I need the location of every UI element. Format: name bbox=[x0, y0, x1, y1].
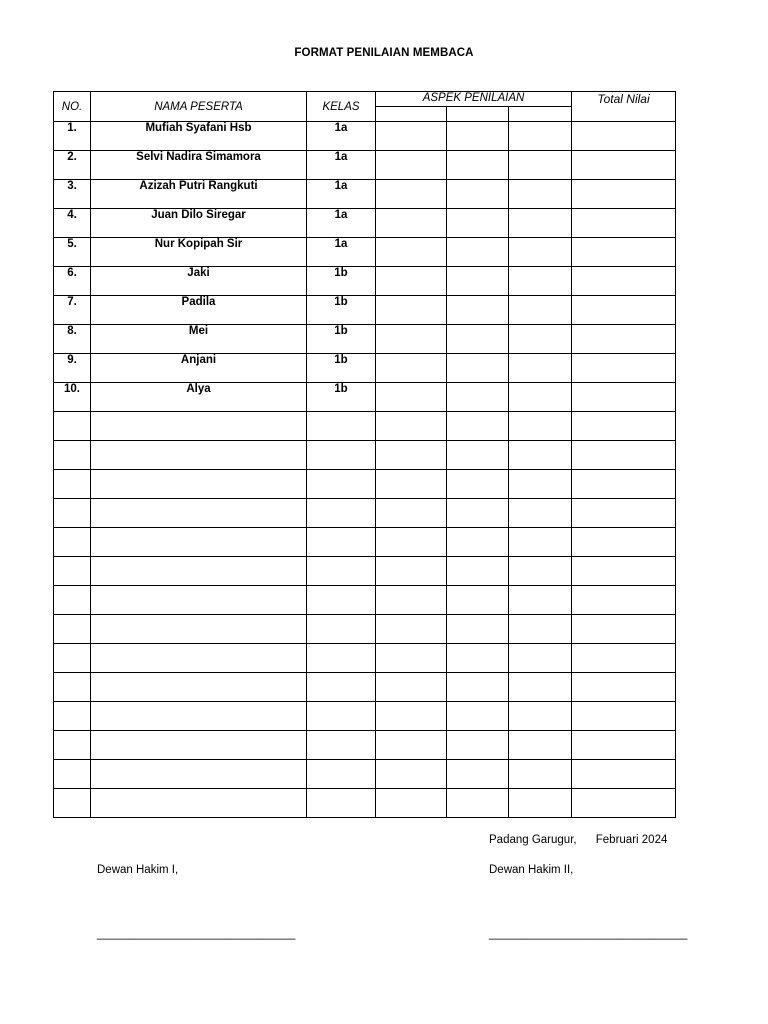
cell-aspek-3 bbox=[509, 383, 572, 412]
cell-nama-peserta bbox=[91, 557, 307, 586]
cell-aspek-1 bbox=[376, 122, 447, 151]
table-row bbox=[54, 702, 676, 731]
cell-total-nilai bbox=[572, 586, 676, 615]
cell-no bbox=[54, 673, 91, 702]
table-row bbox=[54, 383, 676, 412]
cell-aspek-3 bbox=[509, 470, 572, 499]
cell-total-nilai bbox=[572, 789, 676, 818]
header-aspek-sub-1 bbox=[376, 107, 447, 122]
cell-aspek-1 bbox=[376, 180, 447, 209]
table-row bbox=[54, 238, 676, 267]
cell-total-nilai bbox=[572, 325, 676, 354]
cell-aspek-1 bbox=[376, 238, 447, 267]
cell-aspek-3 bbox=[509, 673, 572, 702]
cell-no bbox=[54, 789, 91, 818]
cell-no: 5. bbox=[54, 238, 91, 267]
table-row bbox=[54, 615, 676, 644]
cell-aspek-2 bbox=[447, 789, 509, 818]
cell-aspek-3 bbox=[509, 296, 572, 325]
header-total-nilai: Total Nilai bbox=[572, 92, 676, 122]
cell-aspek-2 bbox=[447, 731, 509, 760]
header-nama-peserta: NAMA PESERTA bbox=[91, 92, 307, 122]
cell-aspek-1 bbox=[376, 296, 447, 325]
cell-aspek-1 bbox=[376, 209, 447, 238]
signature-line-2: _______________________________ bbox=[489, 928, 688, 940]
cell-aspek-1 bbox=[376, 760, 447, 789]
table-row bbox=[54, 441, 676, 470]
cell-aspek-1 bbox=[376, 383, 447, 412]
cell-nama-peserta: Alya bbox=[91, 383, 307, 412]
cell-aspek-2 bbox=[447, 528, 509, 557]
cell-nama-peserta: Mei bbox=[91, 325, 307, 354]
cell-total-nilai bbox=[572, 499, 676, 528]
cell-aspek-3 bbox=[509, 209, 572, 238]
cell-kelas bbox=[307, 760, 376, 789]
cell-no: 4. bbox=[54, 209, 91, 238]
cell-no bbox=[54, 499, 91, 528]
cell-aspek-3 bbox=[509, 499, 572, 528]
judge-2-label: Dewan Hakim II, bbox=[489, 864, 574, 876]
cell-aspek-3 bbox=[509, 354, 572, 383]
cell-aspek-2 bbox=[447, 122, 509, 151]
cell-no bbox=[54, 528, 91, 557]
cell-nama-peserta: Nur Kopipah Sir bbox=[91, 238, 307, 267]
cell-kelas: 1b bbox=[307, 267, 376, 296]
table-row bbox=[54, 586, 676, 615]
cell-aspek-2 bbox=[447, 238, 509, 267]
table-row bbox=[54, 354, 676, 383]
cell-aspek-2 bbox=[447, 325, 509, 354]
cell-aspek-1 bbox=[376, 528, 447, 557]
cell-total-nilai bbox=[572, 760, 676, 789]
cell-no bbox=[54, 644, 91, 673]
cell-no bbox=[54, 702, 91, 731]
cell-no: 10. bbox=[54, 383, 91, 412]
cell-kelas bbox=[307, 702, 376, 731]
cell-aspek-2 bbox=[447, 209, 509, 238]
cell-nama-peserta bbox=[91, 470, 307, 499]
cell-kelas bbox=[307, 557, 376, 586]
cell-aspek-2 bbox=[447, 586, 509, 615]
table-row bbox=[54, 151, 676, 180]
cell-aspek-3 bbox=[509, 528, 572, 557]
cell-aspek-3 bbox=[509, 180, 572, 209]
cell-kelas bbox=[307, 586, 376, 615]
cell-kelas: 1a bbox=[307, 151, 376, 180]
cell-kelas bbox=[307, 731, 376, 760]
table-row bbox=[54, 412, 676, 441]
cell-total-nilai bbox=[572, 296, 676, 325]
cell-aspek-1 bbox=[376, 325, 447, 354]
header-no: NO. bbox=[54, 92, 91, 122]
cell-aspek-2 bbox=[447, 180, 509, 209]
cell-total-nilai bbox=[572, 470, 676, 499]
cell-aspek-2 bbox=[447, 557, 509, 586]
table-row bbox=[54, 731, 676, 760]
cell-aspek-1 bbox=[376, 702, 447, 731]
cell-aspek-3 bbox=[509, 412, 572, 441]
table-row bbox=[54, 528, 676, 557]
table-row bbox=[54, 122, 676, 151]
table-row bbox=[54, 557, 676, 586]
table-row bbox=[54, 760, 676, 789]
cell-aspek-1 bbox=[376, 673, 447, 702]
cell-aspek-1 bbox=[376, 615, 447, 644]
cell-nama-peserta bbox=[91, 528, 307, 557]
cell-aspek-3 bbox=[509, 615, 572, 644]
cell-total-nilai bbox=[572, 383, 676, 412]
cell-aspek-2 bbox=[447, 151, 509, 180]
cell-nama-peserta bbox=[91, 731, 307, 760]
cell-kelas bbox=[307, 615, 376, 644]
cell-no bbox=[54, 731, 91, 760]
cell-aspek-2 bbox=[447, 644, 509, 673]
cell-aspek-1 bbox=[376, 267, 447, 296]
table-row bbox=[54, 296, 676, 325]
cell-aspek-3 bbox=[509, 122, 572, 151]
cell-no bbox=[54, 615, 91, 644]
cell-no: 3. bbox=[54, 180, 91, 209]
cell-no bbox=[54, 586, 91, 615]
cell-aspek-2 bbox=[447, 441, 509, 470]
cell-kelas: 1a bbox=[307, 209, 376, 238]
header-kelas: KELAS bbox=[307, 92, 376, 122]
cell-kelas bbox=[307, 499, 376, 528]
cell-no: 6. bbox=[54, 267, 91, 296]
cell-nama-peserta bbox=[91, 441, 307, 470]
cell-kelas bbox=[307, 789, 376, 818]
cell-total-nilai bbox=[572, 557, 676, 586]
cell-aspek-2 bbox=[447, 354, 509, 383]
cell-aspek-3 bbox=[509, 760, 572, 789]
cell-no bbox=[54, 470, 91, 499]
cell-nama-peserta bbox=[91, 789, 307, 818]
cell-total-nilai bbox=[572, 673, 676, 702]
cell-total-nilai bbox=[572, 151, 676, 180]
table-row bbox=[54, 789, 676, 818]
cell-nama-peserta: Selvi Nadira Simamora bbox=[91, 151, 307, 180]
cell-kelas: 1a bbox=[307, 238, 376, 267]
cell-nama-peserta: Padila bbox=[91, 296, 307, 325]
header-aspek-sub-3 bbox=[509, 107, 572, 122]
cell-kelas: 1b bbox=[307, 383, 376, 412]
cell-aspek-1 bbox=[376, 151, 447, 180]
cell-total-nilai bbox=[572, 209, 676, 238]
cell-nama-peserta: Anjani bbox=[91, 354, 307, 383]
cell-total-nilai bbox=[572, 731, 676, 760]
cell-total-nilai bbox=[572, 441, 676, 470]
place-date: Padang Garugur, Februari 2024 bbox=[489, 834, 668, 846]
cell-aspek-3 bbox=[509, 586, 572, 615]
cell-aspek-2 bbox=[447, 383, 509, 412]
cell-kelas bbox=[307, 470, 376, 499]
cell-no: 9. bbox=[54, 354, 91, 383]
table-row bbox=[54, 267, 676, 296]
cell-kelas: 1a bbox=[307, 180, 376, 209]
cell-aspek-3 bbox=[509, 151, 572, 180]
cell-kelas bbox=[307, 673, 376, 702]
cell-kelas: 1a bbox=[307, 122, 376, 151]
cell-aspek-1 bbox=[376, 441, 447, 470]
cell-no: 7. bbox=[54, 296, 91, 325]
table-row bbox=[54, 673, 676, 702]
cell-aspek-2 bbox=[447, 760, 509, 789]
cell-aspek-3 bbox=[509, 325, 572, 354]
cell-aspek-3 bbox=[509, 789, 572, 818]
page-title: FORMAT PENILAIAN MEMBACA bbox=[294, 47, 474, 59]
cell-no: 1. bbox=[54, 122, 91, 151]
cell-aspek-1 bbox=[376, 499, 447, 528]
cell-total-nilai bbox=[572, 122, 676, 151]
cell-aspek-3 bbox=[509, 267, 572, 296]
cell-nama-peserta bbox=[91, 760, 307, 789]
cell-aspek-2 bbox=[447, 615, 509, 644]
cell-total-nilai bbox=[572, 180, 676, 209]
cell-nama-peserta bbox=[91, 702, 307, 731]
cell-no: 8. bbox=[54, 325, 91, 354]
cell-kelas: 1b bbox=[307, 296, 376, 325]
cell-nama-peserta: Juan Dilo Siregar bbox=[91, 209, 307, 238]
cell-aspek-1 bbox=[376, 412, 447, 441]
cell-total-nilai bbox=[572, 644, 676, 673]
cell-aspek-1 bbox=[376, 731, 447, 760]
cell-aspek-2 bbox=[447, 702, 509, 731]
table-row bbox=[54, 325, 676, 354]
cell-total-nilai bbox=[572, 702, 676, 731]
cell-aspek-1 bbox=[376, 557, 447, 586]
table-row bbox=[54, 180, 676, 209]
cell-nama-peserta bbox=[91, 586, 307, 615]
cell-nama-peserta: Mufiah Syafani Hsb bbox=[91, 122, 307, 151]
cell-total-nilai bbox=[572, 528, 676, 557]
cell-aspek-1 bbox=[376, 789, 447, 818]
cell-kelas bbox=[307, 412, 376, 441]
cell-aspek-3 bbox=[509, 557, 572, 586]
cell-nama-peserta bbox=[91, 499, 307, 528]
cell-total-nilai bbox=[572, 412, 676, 441]
cell-kelas: 1b bbox=[307, 325, 376, 354]
cell-aspek-2 bbox=[447, 267, 509, 296]
judge-1-label: Dewan Hakim I, bbox=[97, 864, 179, 876]
cell-nama-peserta: Jaki bbox=[91, 267, 307, 296]
table-row bbox=[54, 644, 676, 673]
cell-nama-peserta bbox=[91, 615, 307, 644]
header-aspek-sub-2 bbox=[447, 107, 509, 122]
cell-no: 2. bbox=[54, 151, 91, 180]
table-row bbox=[54, 499, 676, 528]
cell-nama-peserta: Azizah Putri Rangkuti bbox=[91, 180, 307, 209]
cell-kelas bbox=[307, 644, 376, 673]
cell-total-nilai bbox=[572, 238, 676, 267]
cell-no bbox=[54, 441, 91, 470]
cell-no bbox=[54, 760, 91, 789]
cell-aspek-3 bbox=[509, 441, 572, 470]
cell-aspek-2 bbox=[447, 673, 509, 702]
cell-kelas bbox=[307, 528, 376, 557]
table-row bbox=[54, 209, 676, 238]
cell-aspek-3 bbox=[509, 731, 572, 760]
cell-nama-peserta bbox=[91, 412, 307, 441]
header-aspek-penilaian: ASPEK PENILAIAN bbox=[376, 92, 572, 107]
cell-aspek-1 bbox=[376, 644, 447, 673]
cell-aspek-3 bbox=[509, 238, 572, 267]
cell-aspek-2 bbox=[447, 499, 509, 528]
cell-aspek-1 bbox=[376, 586, 447, 615]
cell-aspek-1 bbox=[376, 470, 447, 499]
cell-no bbox=[54, 412, 91, 441]
cell-nama-peserta bbox=[91, 644, 307, 673]
cell-kelas bbox=[307, 441, 376, 470]
cell-aspek-2 bbox=[447, 296, 509, 325]
cell-total-nilai bbox=[572, 267, 676, 296]
cell-kelas: 1b bbox=[307, 354, 376, 383]
cell-aspek-3 bbox=[509, 702, 572, 731]
cell-no bbox=[54, 557, 91, 586]
cell-aspek-2 bbox=[447, 470, 509, 499]
assessment-table bbox=[53, 91, 676, 818]
cell-aspek-3 bbox=[509, 644, 572, 673]
table-row bbox=[54, 470, 676, 499]
cell-nama-peserta bbox=[91, 673, 307, 702]
signature-line-1: _______________________________ bbox=[97, 928, 296, 940]
cell-total-nilai bbox=[572, 615, 676, 644]
cell-total-nilai bbox=[572, 354, 676, 383]
cell-aspek-1 bbox=[376, 354, 447, 383]
cell-aspek-2 bbox=[447, 412, 509, 441]
